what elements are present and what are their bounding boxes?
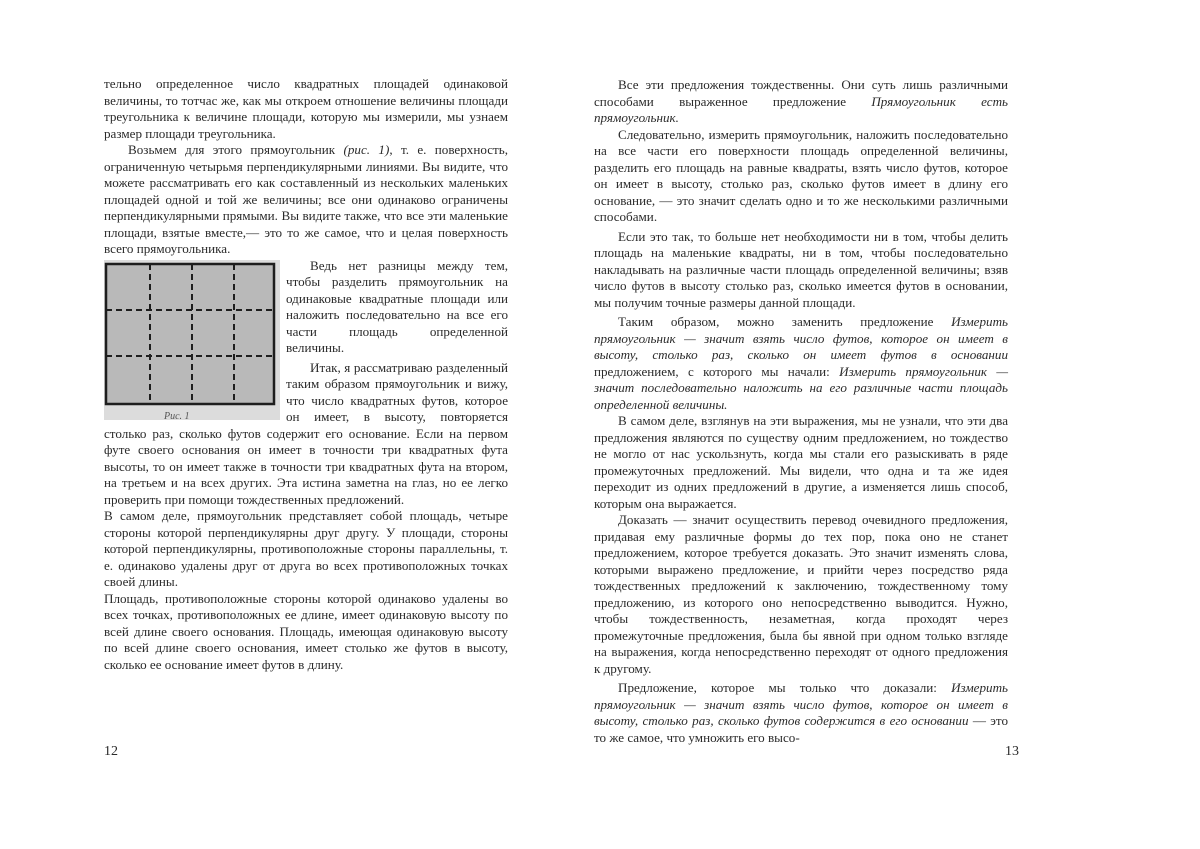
italic-text: Измерить прямоугольник — значит взять число футов, которое он имеет в высоту, столько раз, сколько футов содержится в его основании <box>594 680 1008 728</box>
grid-rectangle-illustration <box>104 260 280 420</box>
paragraph: Следовательно, измерить прямоугольник, наложить последовательно на все части его поверхности площадь определенной величины, разделить его площадь на равные квадраты, взять число футов, которое он имеет в высоту, столько раз, сколько футов имеет в длину его основание, — это значит сделать одно и то же несколькими различными способами. <box>594 127 1008 226</box>
paragraph: В самом деле, взглянув на эти выражения, мы не узнали, что эти два предложения являются по существу одним предложением, но тождество не могло от нас ускользнуть, когда мы стали его разыскивать в ряде промежуточных предложений. Мы видели, что одна и та же идея переходит из одних предложений в другие, а изменяется лишь способ, которым она выражается. <box>594 413 1008 512</box>
paragraph: Площадь, противоположные стороны которой одинаково удалены во всех точках, противоположных ее длине, имеет одинаковую высоту по всей длине своего основания. Площадь, имеющая одинаковую высоту по всей длине своего основания, имеет столько же футов в высоту, сколько ее основание имеет футов в длину. <box>104 591 508 674</box>
paragraph: Доказать — значит осуществить перевод очевидного предложения, придавая ему различные формы до тех пор, пока оно не станет предложением, которое требуется доказать. Это значит изменять слова, которыми выражено предложение, и прийти через посредство ряда тождественных предложений к заключению, тождественному тому предложению, из которого оно непосредственно выводится. Нужно, чтобы тождественность, незаметная, когда проходят через промежуточные предложения, была бы явной при одном только взгляде на выражения, когда непосредственно переходят от одного предложения к другому. <box>594 512 1008 677</box>
page-number: 13 <box>1005 744 1019 760</box>
figure-caption: Рис. 1 <box>164 409 190 426</box>
italic-text: Прямоугольник есть прямоугольник. <box>594 94 1008 126</box>
paragraph: тельно определенное число квадратных площадей одинаковой величины, то тотчас же, как мы откроем отношение величины площади треугольника к величине площади, которую мы измерили, мы узнаем размер площади треугольника. <box>104 76 508 142</box>
text-run: , т. е. поверхность, ограниченную четырьмя перпендикулярными линиями. Вы видите, что можете рассматривать его как составленный из нескольких маленьких площадей одной и той же величины; все они одинаково ограничены перпендикулярными прямыми. Вы видите также, что все эти маленькие площади, взятые вместе,— это то же самое, что и целая поверхность всего прямоугольника. <box>104 142 508 256</box>
paragraph: Если это так, то больше нет необходимости ни в том, чтобы делить площадь на маленькие квадраты, ни в том, чтобы последовательно накладывать на различные части площадь определенной величины; взяв число футов в высоту столько раз, сколько имеется футов в основании, мы получим точные размеры данной площади. <box>594 229 1008 312</box>
text-run: Возьмем для этого прямоугольник <box>128 142 344 157</box>
text-run: предложением, с которого мы начали: <box>594 364 839 379</box>
text-run: — это то же самое, что умножить его высо- <box>594 713 1008 745</box>
text-run: Все эти предложения тождественны. Они суть лишь различными способами выраженное предложение <box>594 77 1008 109</box>
paragraph <box>104 142 508 258</box>
paragraph <box>594 680 1008 746</box>
page-number: 12 <box>104 744 118 760</box>
paragraph <box>594 77 1008 127</box>
paragraph: Итак, я рассматриваю разделенный таким образом прямоугольник и вижу, что число квадратных футов, которое он имеет, в высоту, повторяется столько раз, сколько футов содержит его основание. Если на первом футе своего основания он имеет в точности три квадратных фута высоты, то он имеет также в точности три квадратных фута на втором, на третьем и на всех других. Эта истина заметна на глаз, но ее легко проверить при помощи тождественных предложений. <box>104 360 508 509</box>
left-page <box>0 0 600 849</box>
figure-reference: (рис. 1) <box>344 142 390 157</box>
right-text-column <box>594 77 1008 746</box>
text-run: Таким образом, можно заменить предложение <box>618 314 951 329</box>
right-page <box>600 0 1200 849</box>
text-run: Предложение, которое мы только что доказали: <box>618 680 951 695</box>
italic-text: Измерить прямоугольник — значит последовательно наложить на его различные части площадь определенной величины. <box>594 364 1008 412</box>
paragraph: Ведь нет разницы между тем, чтобы разделить прямоугольник на одинаковые квадратные площади или наложить последовательно на все его части площадь определенной величины. <box>104 258 508 357</box>
italic-text: Измерить прямоугольник — значит взять число футов, которое он имеет в высоту, столько раз, сколько он имеет футов в основании <box>594 314 1008 362</box>
figure-1-rectangle <box>104 260 280 420</box>
left-text-column <box>104 76 508 673</box>
paragraph <box>594 314 1008 413</box>
paragraph: В самом деле, прямоугольник представляет собой площадь, четыре стороны которой перпендикулярны друг другу. У площади, стороны которой перпендикулярны, противоположные стороны параллельны, т. е. одинаково удалены друг от друга во всех противоположных точках своей длины. <box>104 508 508 591</box>
